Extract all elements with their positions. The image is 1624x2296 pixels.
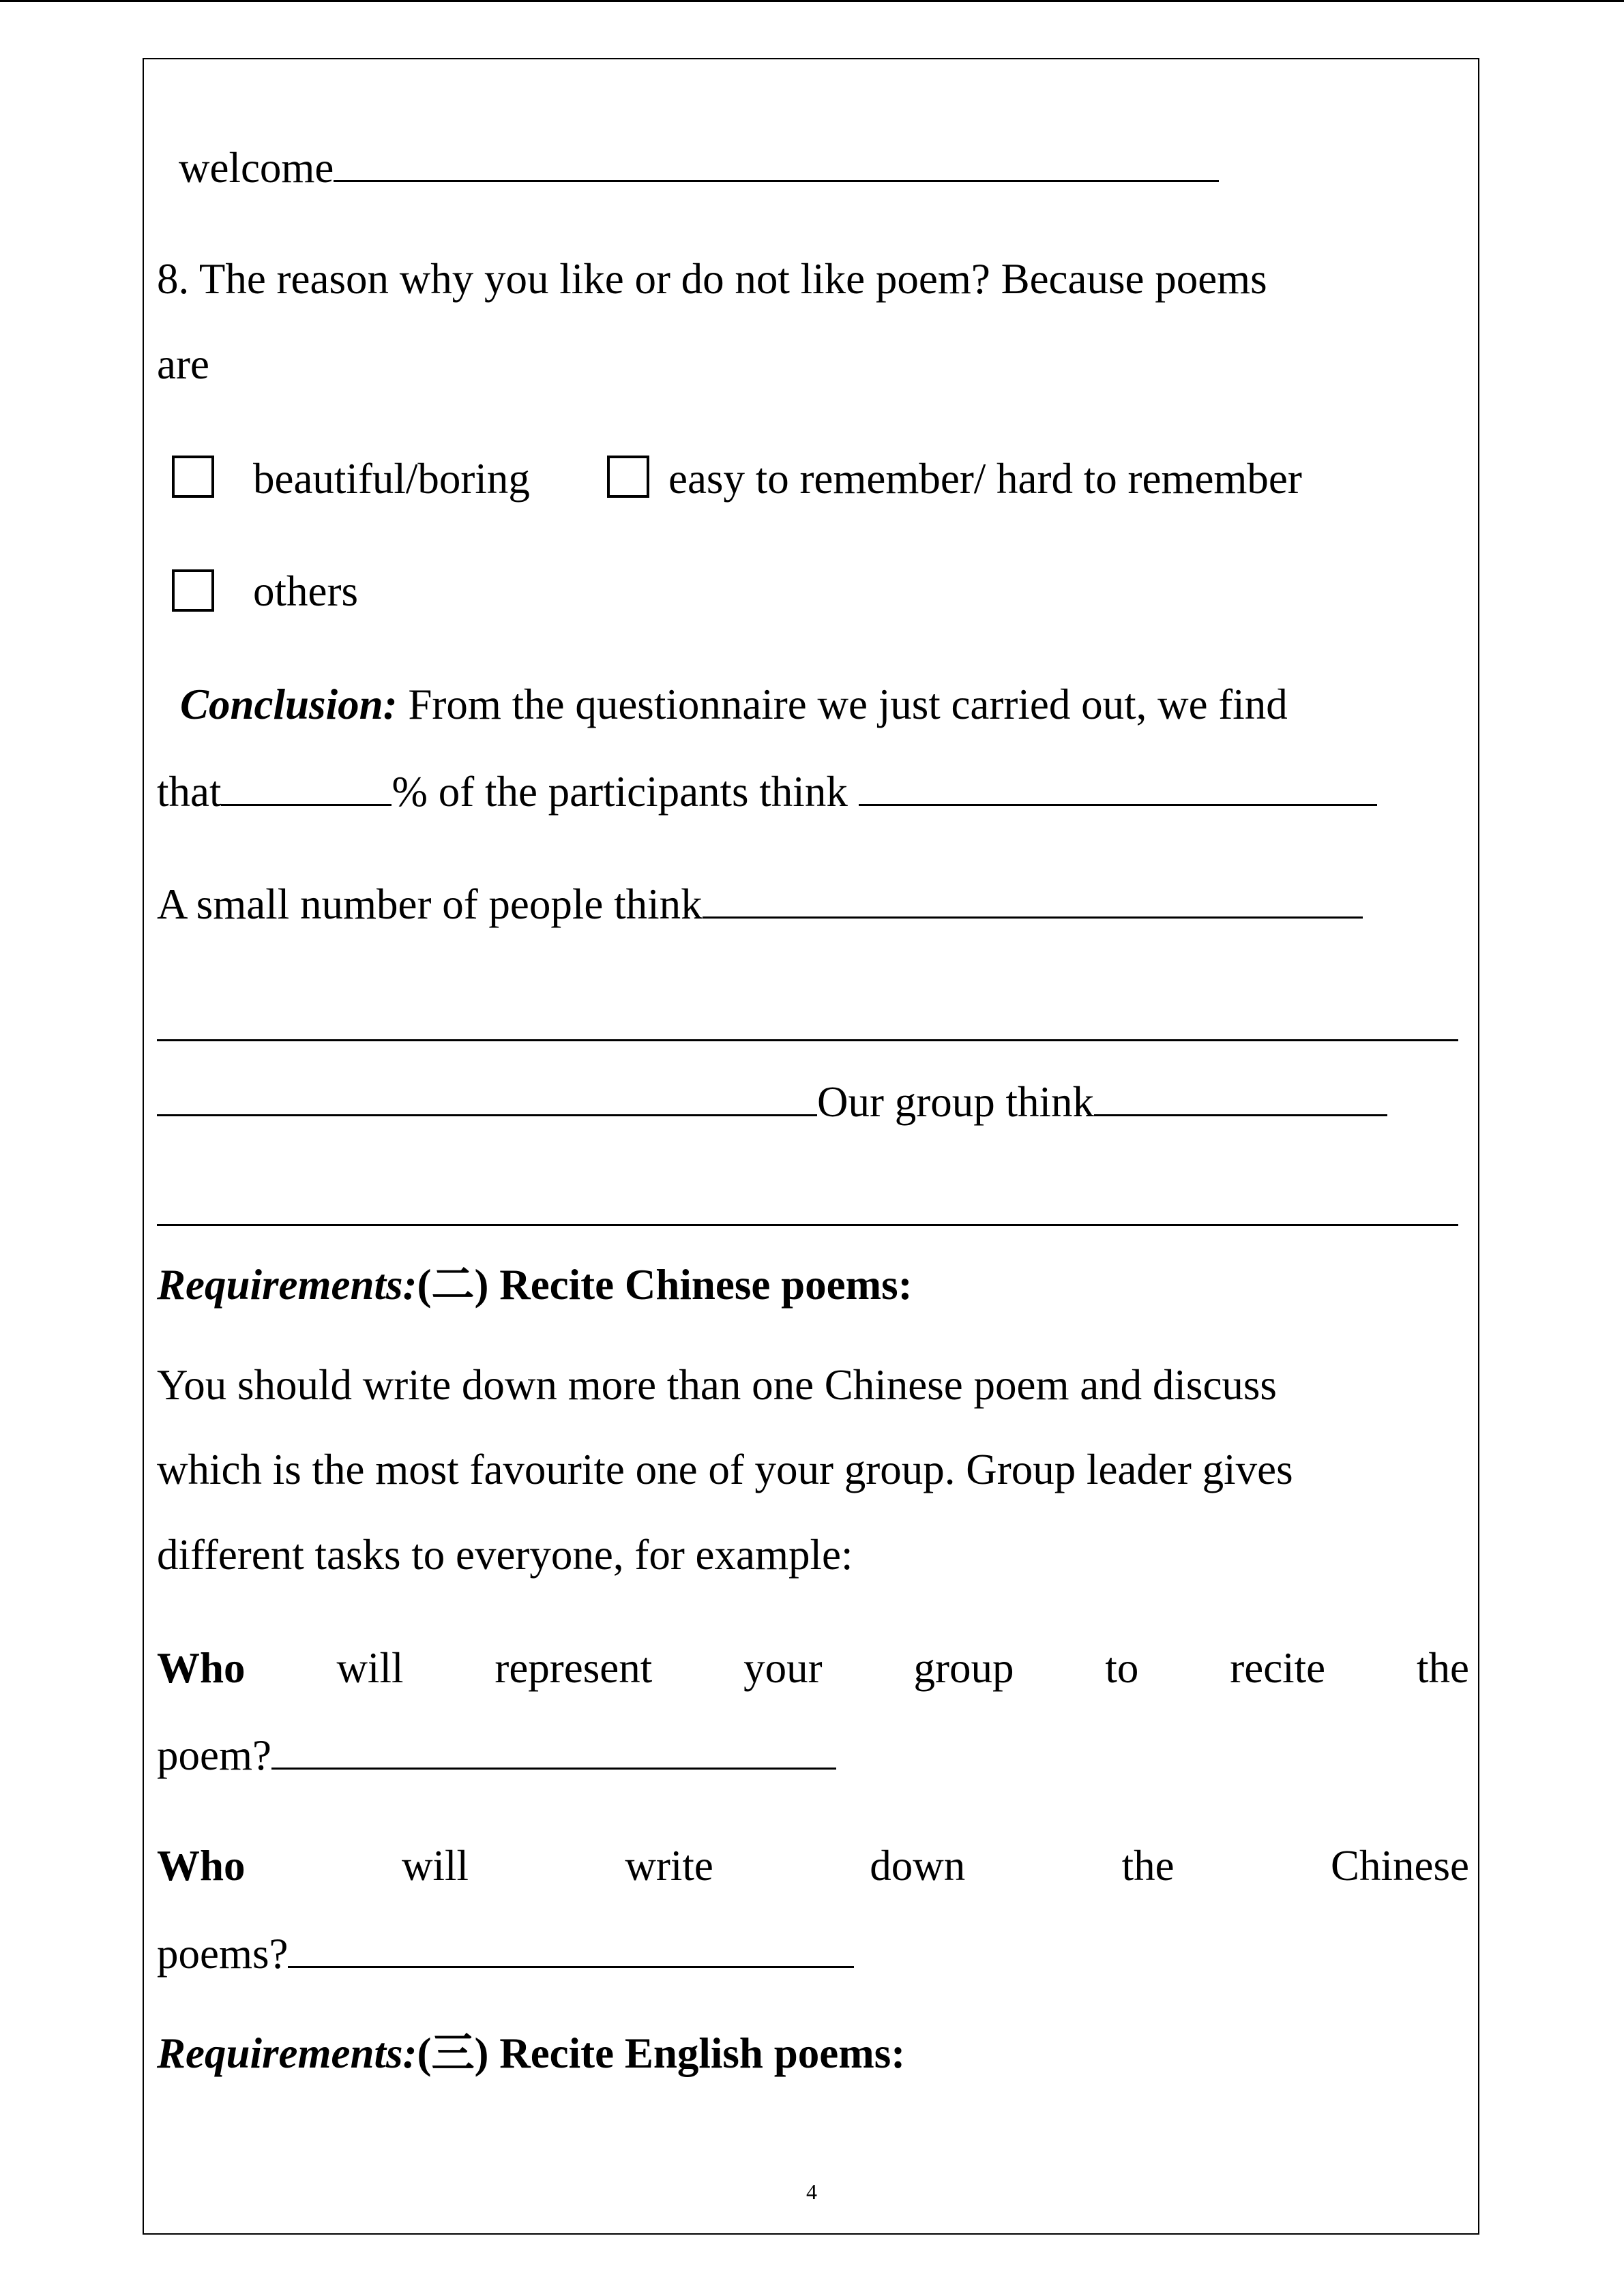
checkbox-beautiful-boring[interactable]: [172, 456, 214, 498]
answer-blank[interactable]: [334, 145, 1219, 182]
answer-blank[interactable]: [157, 1079, 817, 1116]
conclusion-line1: Conclusion: From the questionnaire we just carried out, we find: [180, 681, 1288, 728]
requirements-3-heading: Requirements:(三) Recite English poems:: [157, 2029, 906, 2077]
answer-line[interactable]: [157, 1039, 1458, 1041]
checkbox-others[interactable]: [172, 569, 214, 612]
page-number: 4: [806, 2179, 817, 2204]
q7-tail-text: welcome: [179, 144, 334, 192]
participants-think-blank[interactable]: [859, 769, 1377, 806]
option-others: others: [253, 567, 358, 615]
conclusion-line3: A small number of people think: [157, 881, 1363, 926]
group-think-blank[interactable]: [1094, 1079, 1387, 1116]
option-beautiful-boring: beautiful/boring: [253, 455, 530, 503]
small-number-blank[interactable]: [703, 881, 1363, 919]
page-frame: [143, 58, 1479, 2235]
conclusion-line2: that % of the participants think: [157, 769, 1377, 814]
percent-blank[interactable]: [221, 769, 392, 806]
req2-q1-tail: poem?: [157, 1732, 836, 1777]
req2-para-line1: You should write down more than one Chinese poem and discuss: [157, 1361, 1277, 1409]
q8-line1: 8. The reason why you like or do not like poem? Because poems: [157, 255, 1267, 303]
req2-q1-line: Who will represent your group to recite the: [157, 1644, 1469, 1692]
req2-q2-line: Who will write down the Chinese: [157, 1842, 1469, 1890]
req2-q2-tail: poems?: [157, 1930, 854, 1976]
q8-line2: are: [157, 340, 209, 388]
checkbox-easy-hard[interactable]: [607, 456, 649, 498]
requirements-2-heading: Requirements:(二) Recite Chinese poems:: [157, 1261, 913, 1309]
req2-para-line3: different tasks to everyone, for example:: [157, 1531, 853, 1579]
top-rule: [0, 0, 1624, 2]
conclusion-label: Conclusion:: [180, 681, 398, 728]
option-easy-hard: easy to remember/ hard to remember: [668, 455, 1302, 503]
reciter-blank[interactable]: [271, 1732, 836, 1770]
req2-para-line2: which is the most favourite one of your group. Group leader gives: [157, 1446, 1293, 1493]
writer-blank[interactable]: [288, 1930, 854, 1968]
q7-tail-line: [179, 145, 1219, 190]
conclusion-line4: Our group think: [157, 1079, 1387, 1124]
answer-line[interactable]: [157, 1224, 1458, 1226]
